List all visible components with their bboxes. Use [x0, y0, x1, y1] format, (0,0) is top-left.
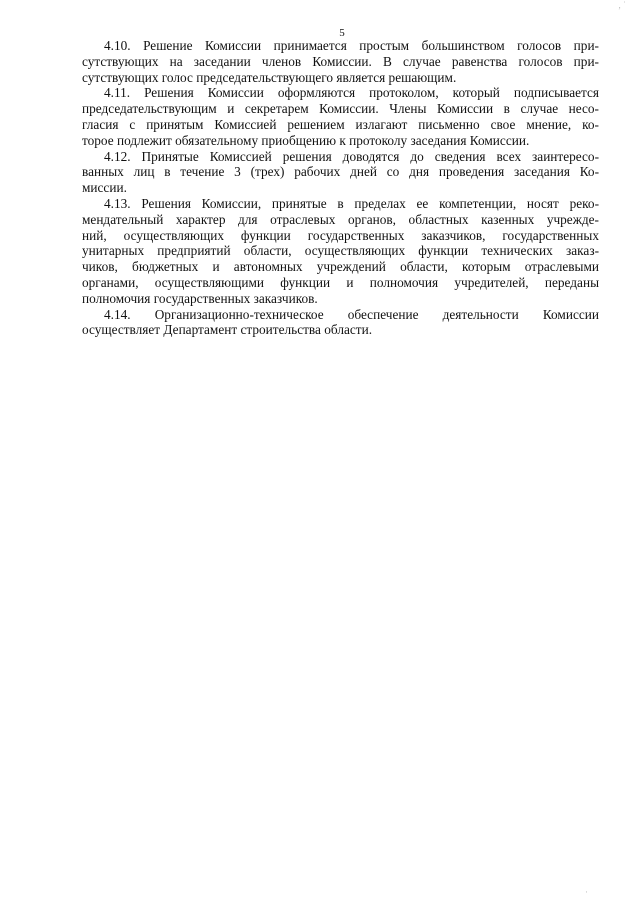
- paragraph-4-12: [82, 149, 599, 196]
- paragraph-line: 4.13. Решения Комиссии, принятые в пределах ее компетенции, носят реко-: [104, 195, 599, 211]
- paragraph-4-11: [82, 85, 599, 148]
- paragraph-line: полномочия государственных заказчиков.: [82, 290, 318, 306]
- paragraph-line: осуществляет Департамент строительства области.: [82, 322, 373, 338]
- scan-mark-bottom: ·: [585, 887, 588, 897]
- page-number: 5: [339, 27, 345, 39]
- paragraph-line: гласия с принятым Комиссией решением излагают письменно свое мнение, ко-: [82, 116, 599, 132]
- paragraph-line: унитарных предприятий области, осуществляющих функции технических заказ-: [82, 243, 599, 259]
- paragraph-line: 4.11. Решения Комиссии оформляются протоколом, который подписывается: [104, 85, 599, 101]
- paragraph-line: миссии.: [82, 180, 127, 196]
- paragraph-line: мендательный характер для отраслевых органов, областных казенных учрежде-: [82, 211, 599, 227]
- paragraph-line: торое подлежит обязательному приобщению к протоколу заседания Комиссии.: [82, 132, 530, 148]
- scan-mark-top: , ˙: [618, 0, 626, 10]
- paragraph-4-14: [82, 307, 599, 339]
- paragraph-line: чиков, бюджетных и автономных учреждений области, которым отраслевыми: [82, 259, 599, 275]
- paragraph-line: органами, осуществляющими функции и полномочия учредителей, переданы: [82, 274, 599, 290]
- paragraph-line: 4.10. Решение Комиссии принимается простым большинством голосов при-: [104, 38, 599, 53]
- paragraph-4-13: [82, 196, 599, 307]
- document-body: [82, 38, 599, 338]
- paragraph-line: ванных лиц в течение 3 (трех) рабочих дней со дня проведения заседания Ко-: [82, 164, 599, 180]
- paragraph-4-10: [82, 38, 599, 85]
- paragraph-line: председательствующим и секретарем Комиссии. Члены Комиссии в случае несо-: [82, 101, 599, 117]
- paragraph-line: 4.12. Принятые Комиссией решения доводятся до сведения всех заинтересо-: [104, 148, 599, 164]
- paragraph-line: сутствующих голос председательствующего является решающим.: [82, 69, 457, 85]
- paragraph-line: ний, осуществляющих функции государственных заказчиков, государственных: [82, 227, 599, 243]
- paragraph-line: сутствующих на заседании членов Комиссии. В случае равенства голосов при-: [82, 53, 599, 69]
- paragraph-line: 4.14. Организационно-техническое обеспечение деятельности Комиссии: [104, 306, 599, 322]
